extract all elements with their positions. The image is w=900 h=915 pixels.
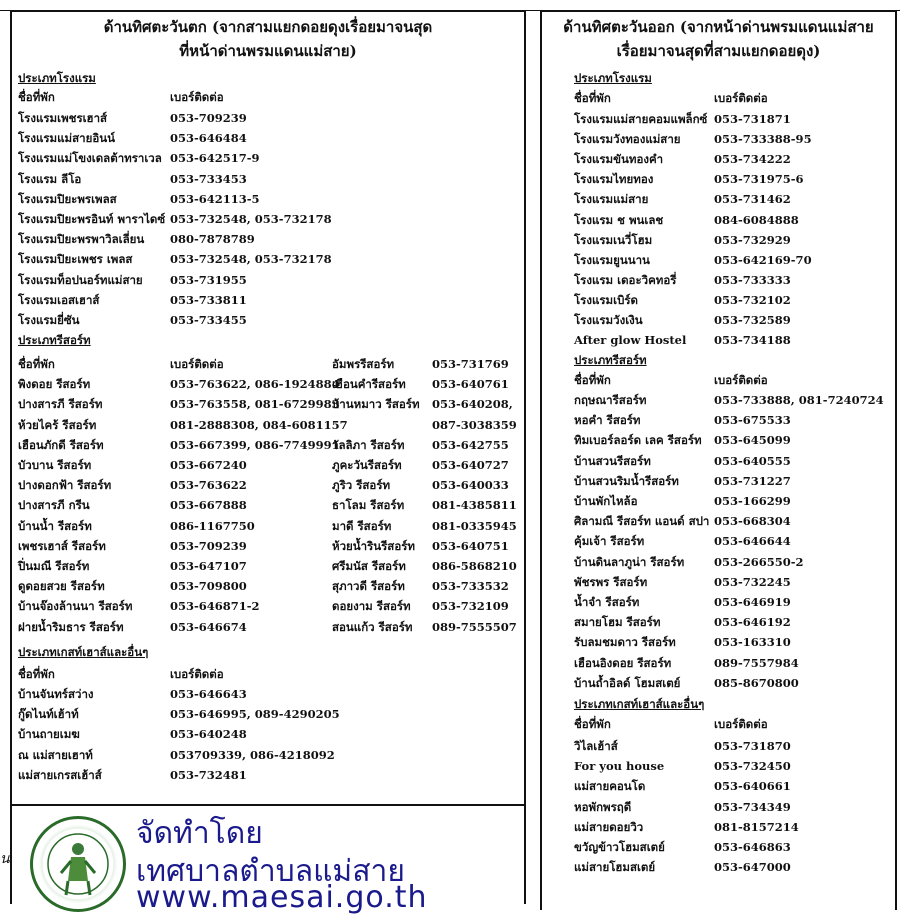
phone-number: 053-732548, 053-732178 bbox=[170, 212, 332, 226]
phone-number: 081-0335945 bbox=[432, 518, 517, 533]
list-item bbox=[574, 756, 894, 776]
list-item bbox=[18, 354, 336, 374]
col-phone-label: เบอร์ติดต่อ bbox=[714, 373, 768, 387]
list-item bbox=[18, 435, 340, 455]
col-name-label: ชื่อที่พัก bbox=[574, 91, 611, 105]
accommodation-name: โรงแรมปิยะพรเพลส bbox=[18, 191, 117, 206]
accommodation-name: เพชรเฮาส์ รีสอร์ท bbox=[18, 538, 106, 553]
accommodation-name: โรงแรม ลีโอ bbox=[18, 171, 82, 186]
accommodation-name: ศิลามณี รีสอร์ท แอนด์ สปา bbox=[574, 514, 710, 529]
list-item bbox=[18, 148, 518, 168]
accommodation-name: บ้านสวนริมน้ำรีสอร์ท bbox=[574, 473, 679, 488]
list-item bbox=[574, 653, 894, 673]
list-item bbox=[18, 684, 518, 704]
col-name-label: ชื่อที่พัก bbox=[574, 717, 611, 731]
phone-number: 053-640661 bbox=[714, 779, 791, 794]
accommodation-name: ห้วยน้ำรินรีสอร์ท bbox=[332, 538, 415, 553]
accommodation-name: ทิมเบอร์ลอร์ด เลค รีสอร์ท bbox=[574, 433, 702, 448]
list-item bbox=[574, 129, 894, 149]
list-item bbox=[574, 310, 894, 330]
list-item bbox=[332, 576, 524, 596]
accommodation-name: ณ แม่สายเฮาท์ bbox=[18, 747, 93, 762]
accommodation-name: โรงแรมไทยทอง bbox=[574, 172, 654, 187]
phone-number: 053-640208, bbox=[432, 397, 513, 412]
list-item bbox=[332, 596, 524, 616]
accommodation-name: บ้านพักไหล้อ bbox=[574, 494, 638, 508]
col-name-label: ชื่อที่พัก bbox=[18, 357, 55, 371]
list-item bbox=[18, 270, 518, 290]
phone-number: 089-7555507 bbox=[432, 619, 517, 634]
list-item bbox=[574, 817, 894, 837]
col-phone-label: เบอร์ติดต่อ bbox=[170, 90, 224, 104]
phone-number: 053-709800 bbox=[170, 579, 247, 594]
list-item bbox=[18, 209, 518, 229]
accommodation-name: กู๊ดไนท์เฮ้าท์ bbox=[18, 707, 79, 722]
accommodation-name: บ้านหมาว รีสอร์ท bbox=[332, 397, 420, 412]
accommodation-name: For you house bbox=[574, 759, 665, 774]
accommodation-name: โรงแรม เดอะวิคทอรี่ bbox=[574, 272, 677, 287]
accommodation-name: โรงแรมขันทองคำ bbox=[574, 152, 664, 167]
east-heading-line2: เรื่อยมาจนสุดที่สามแยกดอยดุง) bbox=[616, 42, 821, 60]
accommodation-name: ดูดอยสวย รีสอร์ท bbox=[18, 579, 105, 594]
list-item bbox=[574, 736, 894, 756]
accommodation-name: โรงแรมเพชรเฮาส์ bbox=[18, 111, 108, 125]
accommodation-name: ปางดอกฟ้า รีสอร์ท bbox=[18, 478, 112, 493]
phone-number: 053-640248 bbox=[170, 727, 247, 742]
col-phone-label: เบอร์ติดต่อ bbox=[714, 91, 768, 105]
list-item bbox=[18, 617, 336, 637]
list-item bbox=[332, 415, 524, 435]
accommodation-name: รับลมชมดาว รีสอร์ท bbox=[574, 635, 676, 650]
phone-number: 053-163310 bbox=[714, 635, 791, 650]
accommodation-name: โรงแรมปิยะพรพาวิลเลี่ยน bbox=[18, 232, 145, 247]
phone-number: 080-7878789 bbox=[170, 232, 255, 247]
accommodation-name: แม่สายดอยวิว bbox=[574, 819, 644, 834]
accommodation-name: หอพักพรฤดี bbox=[574, 799, 632, 814]
phone-number: 053-646863 bbox=[714, 840, 791, 854]
phone-number: 053-646484 bbox=[170, 131, 247, 146]
accommodation-name: บ้านสวนรีสอร์ท bbox=[574, 453, 651, 468]
accommodation-name: โรงแรมเนวี่โฮม bbox=[574, 232, 653, 247]
phone-number: 085-8670800 bbox=[714, 675, 799, 690]
list-item bbox=[18, 495, 336, 515]
list-item bbox=[18, 724, 518, 744]
phone-number: 053-646643 bbox=[170, 687, 247, 701]
list-item bbox=[18, 169, 518, 189]
phone-number: 081-2888308, 084-6081157 bbox=[170, 417, 348, 432]
phone-number: 053-642113-5 bbox=[170, 191, 260, 206]
list-item bbox=[574, 330, 894, 350]
list-item bbox=[18, 765, 518, 785]
phone-number: 053-647000 bbox=[714, 860, 791, 875]
accommodation-name: สมายโฮม รีสอร์ท bbox=[574, 615, 661, 630]
phone-number: 053-731769 bbox=[432, 357, 509, 371]
phone-number: 053-646644 bbox=[714, 534, 791, 549]
phone-number: 053-647107 bbox=[170, 559, 247, 573]
accommodation-name: ปิ่นมณี รีสอร์ท bbox=[18, 559, 90, 573]
list-item bbox=[574, 531, 894, 551]
list-item bbox=[574, 632, 894, 652]
list-item bbox=[332, 495, 524, 515]
list-item bbox=[574, 857, 894, 877]
accommodation-name: วัลลิภา รีสอร์ท bbox=[332, 437, 405, 452]
phone-number: 053-732450 bbox=[714, 759, 791, 774]
accommodation-name: ดอยงาม รีสอร์ท bbox=[332, 599, 411, 614]
phone-number: 053-731227 bbox=[714, 473, 791, 488]
organization-name: เทศบาลตำบลแม่สาย bbox=[136, 854, 405, 889]
phone-number: 081-4385811 bbox=[432, 498, 517, 513]
list-item bbox=[332, 475, 524, 495]
phone-number: 087-3038359 bbox=[432, 417, 517, 432]
accommodation-name: ภูริว รีสอร์ท bbox=[332, 478, 391, 493]
accommodation-name: After glow Hostel bbox=[574, 333, 687, 348]
list-item bbox=[18, 475, 336, 495]
phone-number: 053-646871-2 bbox=[170, 599, 260, 614]
accommodation-name: เฮือนอิงดอย รีสอร์ท bbox=[574, 655, 672, 670]
list-item bbox=[574, 109, 894, 129]
phone-number: 053-640761 bbox=[432, 377, 509, 392]
municipality-seal-icon bbox=[30, 816, 126, 912]
west-heading-line1: ด้านทิศตะวันตก (จากสามแยกดอยดุงเรื่อยมาจนสุด bbox=[103, 18, 433, 36]
phone-number: 053-732589 bbox=[714, 313, 791, 327]
phone-number: 053-731975-6 bbox=[714, 172, 804, 187]
made-by-label: จัดทำโดย bbox=[136, 816, 263, 851]
accommodation-name: โรงแรมแม่สายอินน์ bbox=[18, 131, 115, 146]
accommodation-name: อัมพรรีสอร์ท bbox=[332, 357, 395, 371]
phone-number: 053709339, 086-4218092 bbox=[170, 747, 335, 762]
list-item bbox=[332, 455, 524, 475]
list-item bbox=[574, 511, 894, 531]
west-hotel-section-title: ประเภทโรงแรม bbox=[18, 71, 96, 85]
list-item bbox=[574, 776, 894, 796]
accommodation-name: สุภาวดี รีสอร์ท bbox=[332, 579, 405, 594]
list-item bbox=[574, 592, 894, 612]
list-item bbox=[574, 189, 894, 209]
phone-number: 053-732109 bbox=[432, 599, 509, 614]
accommodation-name: พิงดอย รีสอร์ท bbox=[18, 377, 91, 392]
list-item bbox=[574, 451, 894, 471]
accommodation-name: โรงแรมแม่โขงเดลต้าทราเวล bbox=[18, 151, 162, 166]
phone-number: 053-732102 bbox=[714, 292, 791, 307]
accommodation-name: ศรีมนัส รีสอร์ท bbox=[332, 559, 406, 573]
east-resort-header bbox=[574, 370, 894, 390]
phone-number: 086-1167750 bbox=[170, 518, 255, 533]
phone-number: 053-731871 bbox=[714, 112, 791, 126]
list-item bbox=[18, 128, 518, 148]
accommodation-name: ฝายน้ำริมธาร รีสอร์ท bbox=[18, 619, 124, 634]
phone-number: 053-733455 bbox=[170, 313, 247, 327]
col-phone-label: เบอร์ติดต่อ bbox=[170, 357, 224, 371]
list-item bbox=[332, 354, 524, 374]
west-heading-line2: ที่หน้าด่านพรมแดนแม่สาย) bbox=[179, 42, 357, 60]
list-item bbox=[18, 704, 518, 724]
phone-number: 053-646674 bbox=[170, 619, 247, 634]
phone-number: 053-675533 bbox=[714, 413, 791, 428]
accommodation-name: เฮือนภักดี รีสอร์ท bbox=[18, 437, 104, 452]
accommodation-name: โรงแรมแม่สายคอมแพล็กซ์ bbox=[574, 112, 708, 126]
east-guest-section-title: ประเภทเกสท์เฮาส์และอื่นๆ bbox=[574, 697, 705, 711]
accommodation-name: โรงแรมวังทองแม่สาย bbox=[574, 132, 681, 147]
accommodation-name: มาดี รีสอร์ท bbox=[332, 518, 392, 533]
credit-panel bbox=[10, 804, 526, 915]
east-resort-section-title: ประเภทรีสอร์ท bbox=[574, 353, 647, 367]
phone-number: 053-166299 bbox=[714, 494, 791, 508]
list-item bbox=[18, 536, 336, 556]
phone-number: 053-640033 bbox=[432, 478, 509, 493]
list-item bbox=[18, 576, 336, 596]
phone-number: 053-734188 bbox=[714, 333, 791, 348]
phone-number: 053-763622, 086-1924884 bbox=[170, 377, 340, 392]
accommodation-name: แม่สายคอนโด bbox=[574, 779, 646, 794]
col-name-label: ชื่อที่พัก bbox=[18, 667, 55, 681]
list-item bbox=[18, 516, 336, 536]
phone-number: 053-709239 bbox=[170, 538, 247, 553]
phone-number: 053-667888 bbox=[170, 498, 247, 513]
accommodation-name: แม่สายเกรสเฮ้าส์ bbox=[18, 767, 102, 782]
list-item bbox=[18, 374, 340, 394]
accommodation-name: โรงแรมปิยะเพชร เพลส bbox=[18, 252, 133, 267]
phone-number: 053-732481 bbox=[170, 767, 247, 782]
list-item bbox=[332, 516, 524, 536]
list-item bbox=[574, 552, 894, 572]
phone-number: 053-642755 bbox=[432, 437, 509, 452]
list-item bbox=[574, 612, 894, 632]
phone-number: 053-733388-95 bbox=[714, 132, 812, 147]
col-name-label: ชื่อที่พัก bbox=[574, 373, 611, 387]
east-hotel-section-title: ประเภทโรงแรม bbox=[574, 71, 652, 85]
phone-number: 053-646192 bbox=[714, 615, 791, 630]
phone-number: 053-732929 bbox=[714, 232, 791, 247]
list-item bbox=[574, 471, 894, 491]
accommodation-name: ปางสารภี กรีน bbox=[18, 498, 90, 513]
accommodation-name: โรงแรมแม่สาย bbox=[574, 192, 649, 207]
list-item bbox=[574, 290, 894, 310]
list-item bbox=[574, 797, 894, 817]
list-item bbox=[332, 536, 524, 556]
accommodation-name: โรงแรมยี่ซัน bbox=[18, 313, 80, 327]
list-item bbox=[18, 290, 518, 310]
list-item bbox=[18, 310, 518, 330]
phone-number: 053-731462 bbox=[714, 192, 791, 207]
list-item bbox=[18, 189, 518, 209]
accommodation-name: ห้วยไคร้ รีสอร์ท bbox=[18, 417, 97, 432]
phone-number: 053-763622 bbox=[170, 478, 247, 493]
phone-number: 053-734349 bbox=[714, 799, 791, 814]
phone-number: 053-709239 bbox=[170, 111, 247, 125]
accommodation-name: บัวบาน รีสอร์ท bbox=[18, 458, 92, 472]
phone-number: 053-733333 bbox=[714, 272, 791, 287]
list-item bbox=[18, 415, 348, 435]
phone-number: 053-763558, 081-6729983 bbox=[170, 397, 340, 412]
list-item bbox=[574, 491, 894, 511]
list-item bbox=[574, 210, 894, 230]
list-item bbox=[18, 455, 336, 475]
list-item bbox=[332, 394, 524, 414]
phone-number: 053-667240 bbox=[170, 458, 247, 472]
accommodation-name: บ้านถ้ำอิลด์ โฮมสเตย์ bbox=[574, 675, 681, 690]
accommodation-name: เฮือนคำรีสอร์ท bbox=[332, 377, 406, 392]
phone-number: 081-8157214 bbox=[714, 819, 799, 834]
accommodation-name: โรงแรมเอสเฮาส์ bbox=[18, 292, 100, 307]
phone-number: 053-668304 bbox=[714, 514, 791, 529]
phone-number: 053-667399, 086-7749991 bbox=[170, 437, 340, 452]
accommodation-name: โรงแรมท็อปนอร์ทแม่สาย bbox=[18, 272, 143, 287]
list-item bbox=[574, 270, 894, 290]
accommodation-name: โรงแรมปิยะพรอินท์ พาราไดซ์ bbox=[18, 212, 166, 226]
list-item bbox=[18, 394, 340, 414]
phone-number: 053-640555 bbox=[714, 453, 791, 468]
accommodation-name: ธาโลม รีสอร์ท bbox=[332, 498, 405, 513]
list-item bbox=[18, 556, 336, 576]
list-item bbox=[574, 149, 894, 169]
phone-number: 086-5868210 bbox=[432, 559, 517, 573]
phone-number: 053-642169-70 bbox=[714, 252, 812, 267]
accommodation-name: บ้านน้ำ รีสอร์ท bbox=[18, 518, 92, 533]
list-item bbox=[574, 572, 894, 592]
phone-number: 053-646919 bbox=[714, 595, 791, 609]
phone-number: 053-733532 bbox=[432, 579, 509, 594]
accommodation-name: บ้านจันทร์สว่าง bbox=[18, 687, 94, 701]
phone-number: 053-731870 bbox=[714, 739, 791, 753]
accommodation-name: กฤษณารีสอร์ท bbox=[574, 393, 647, 407]
accommodation-name: น้ำจำ รีสอร์ท bbox=[574, 595, 640, 609]
list-item bbox=[574, 430, 894, 450]
east-heading-line1: ด้านทิศตะวันออก (จากหน้าด่านพรมแดนแม่สาย bbox=[563, 18, 874, 36]
accommodation-name: บ้านดินลาภูน่า รีสอร์ท bbox=[574, 554, 685, 569]
accommodation-name: ขวัญข้าวโฮมสเตย์ bbox=[574, 840, 665, 854]
list-item bbox=[18, 745, 518, 765]
west-side-panel bbox=[10, 10, 526, 806]
phone-number: 053-645099 bbox=[714, 433, 791, 448]
accommodation-name: ปางสารภี รีสอร์ท bbox=[18, 397, 103, 412]
phone-number: 053-640727 bbox=[432, 458, 509, 472]
accommodation-name: ภูคะวันรีสอร์ท bbox=[332, 458, 402, 472]
website-link[interactable]: www.maesai.go.th bbox=[136, 880, 428, 915]
accommodation-name: หอคำ รีสอร์ท bbox=[574, 413, 641, 428]
col-name-label: ชื่อที่พัก bbox=[18, 90, 55, 104]
phone-number: 053-640751 bbox=[432, 538, 509, 553]
phone-number: 053-734222 bbox=[714, 152, 791, 167]
west-guest-header bbox=[18, 664, 518, 684]
phone-number: 084-6084888 bbox=[714, 212, 799, 227]
accommodation-name: โรงแรมยูนนาน bbox=[574, 252, 650, 267]
side-mark: น bbox=[0, 851, 10, 867]
list-item bbox=[574, 230, 894, 250]
east-side-panel bbox=[540, 10, 897, 910]
list-item bbox=[574, 169, 894, 189]
accommodation-name: บ้านจ๊องล้านนา รีสอร์ท bbox=[18, 599, 133, 614]
list-item bbox=[574, 673, 894, 693]
accommodation-name: คุ้มเจ้า รีสอร์ท bbox=[574, 534, 645, 549]
list-item bbox=[332, 556, 524, 576]
accommodation-name: โรงแรม ช พนเลช bbox=[574, 212, 664, 227]
phone-number: 053-646995, 089-4290205 bbox=[170, 707, 340, 722]
phone-number: 053-733453 bbox=[170, 171, 247, 186]
list-item bbox=[18, 108, 518, 128]
phone-number: 053-266550-2 bbox=[714, 554, 804, 569]
accommodation-name: แม่สายโฮมสเตย์ bbox=[574, 860, 656, 875]
phone-number: 053-732245 bbox=[714, 574, 791, 589]
list-item bbox=[18, 249, 518, 269]
accommodation-name: พัชรพร รีสอร์ท bbox=[574, 574, 648, 589]
accommodation-name: สอนแก้ว รีสอร์ท bbox=[332, 619, 413, 634]
phone-number: 089-7557984 bbox=[714, 655, 799, 670]
accommodation-name: วิไลเฮ้าส์ bbox=[574, 739, 618, 753]
phone-number: 053-642517-9 bbox=[170, 151, 260, 166]
list-item bbox=[332, 374, 524, 394]
east-hotel-header bbox=[574, 88, 894, 108]
list-item bbox=[18, 229, 518, 249]
list-item bbox=[574, 250, 894, 270]
list-item bbox=[574, 410, 894, 430]
west-resort-section-title: ประเภทรีสอร์ท bbox=[18, 333, 91, 347]
west-hotel-header bbox=[18, 87, 518, 107]
list-item bbox=[332, 617, 524, 637]
list-item bbox=[332, 435, 524, 455]
col-phone-label: เบอร์ติดต่อ bbox=[714, 717, 768, 731]
accommodation-name: โรงแรมวังเงิน bbox=[574, 313, 643, 327]
phone-number: 053-732548, 053-732178 bbox=[170, 252, 332, 267]
east-guest-header bbox=[574, 714, 894, 734]
phone-number: 053-733811 bbox=[170, 292, 247, 307]
list-item bbox=[574, 837, 894, 857]
west-guest-section-title: ประเภทเกสท์เฮาส์และอื่นๆ bbox=[18, 645, 149, 659]
phone-number: 053-731955 bbox=[170, 272, 247, 287]
list-item bbox=[18, 596, 336, 616]
accommodation-name: บ้านถายเมฆ bbox=[18, 727, 80, 742]
accommodation-name: โรงแรมเบิร์ด bbox=[574, 292, 639, 307]
list-item bbox=[574, 390, 894, 410]
col-phone-label: เบอร์ติดต่อ bbox=[170, 667, 224, 681]
phone-number: 053-733888, 081-7240724 bbox=[714, 393, 884, 407]
